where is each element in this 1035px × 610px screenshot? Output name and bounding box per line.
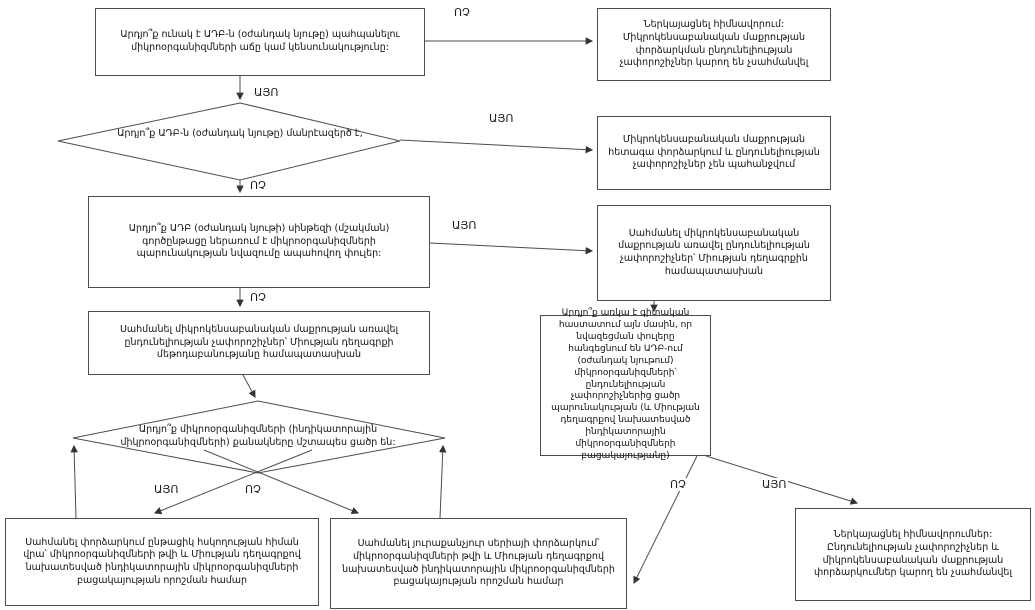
node-q-growth-support: Արդյո՞ք ունակ է ԱԴԲ-ն (օժանդակ նյութը) պահպանելու միկրոօրգանիզմների աճը կամ կենսունակությունը:: [95, 8, 425, 76]
node-q-counts-low: Արդյո՞ք միկրոօրգանիզմների (ինդիկատորային միկրոօրգանիզմների) քանակները մշտապես ցածր են:: [120, 424, 396, 448]
label-no-methodology: ՈՉ: [250, 291, 266, 304]
connector-batch-feedback: [440, 446, 443, 518]
node-q-reduction-stages: Արդյո՞ք ԱԴԲ (օժանդակ նյութի) սինթեզի (մշակման) գործընթացը ներառում է միկրոօրգանիզմների պարունակության նվազումը ապահովող փուլեր:: [88, 196, 430, 288]
connector-yes-to-no-further-testing: [400, 140, 592, 150]
node-justify-no-criteria: Ներկայացնել հիմնավորում: Միկրոկենսաբանական մաքրության փորձարկման ընդունելիության չափորոշիչներ կարող են չսահմանվել: [597, 8, 831, 81]
label-no-reduction: ՈՉ: [250, 179, 266, 192]
label-yes-criteria: ԱՅՈ: [452, 219, 477, 232]
connector-yes-to-criteria-pharmacopoeia: [430, 243, 592, 251]
label-yes-routine: ԱՅՈ: [154, 483, 179, 496]
node-q-scientific-confirmation: Արդյո՞ք առկա է գիտական հաստատում այն մասին, որ նվազեցման փուլերը հանգեցնում են ԱԴԲ-ում (օժանդակ նյութում) միկրոօրգանիզմների՝ ընդունելիության չափորոշիչներից ցածր պարունակության (և Միության դեղագրքով նախատեսված ինդիկատորային միկրոօրգանիզմների բացակայությանը): [540, 315, 711, 456]
node-q-sterile: Արդյո՞ք ԱԴԲ-ն (օժանդակ նյութը) մանրէազերծ է,: [117, 128, 363, 139]
connector-routine-feedback: [74, 446, 76, 518]
node-set-criteria-methodology: Սահմանել միկրոկենսաբանական մաքրության առավել ընդունելիության չափորոշիչներ՝ Միության դեղագրքի մեթոդաբանությանը համապատասխան: [88, 311, 430, 375]
label-yes-justify: ԱՅՈ: [762, 478, 787, 491]
decision-diamond-sterile: [58, 103, 400, 180]
label-no-top: ՈՉ: [454, 6, 470, 19]
node-set-criteria-pharmacopoeia: Սահմանել միկրոկենսաբանական մաքրության առավել ընդունելիության չափորոշիչներ՝ Միության դեղագրքին համապատասխան: [597, 205, 831, 301]
label-no-batch: ՈՉ: [245, 483, 261, 496]
label-yes-no-test: ԱՅՈ: [489, 112, 514, 125]
node-no-further-testing: Միկրոկենսաբանական մաքրության հետագա փորձարկում և ընդունելիության չափորոշիչներ չեն պահանջվում: [597, 116, 831, 190]
node-routine-control-testing: Սահմանել փորձարկում ընթացիկ հսկողության հիման վրա՝ միկրոօրգանիզմների թվի և Միության դեղագրքով նախատեսված ինդիկատորային միկրոօրգանիզմների բացակայության որոշման համար: [5, 518, 319, 606]
label-no-batch-2: ՈՉ: [670, 478, 686, 491]
node-justify-no-tests: Ներկայացնել հիմնավորումներ: Ընդունելիության չափորոշիչներ և միկրոկենսաբանական մաքրության փորձարկումներ կարող են չսահմանվել: [795, 508, 1031, 601]
node-batch-testing: Սահմանել յուրաքանչյուր սերիայի փորձարկում՝ միկրոօրգանիզմների թվի և Միության դեղագրքով նախատեսված ինդիկատորային միկրոօրգանիզմների բացակայության որոշման համար: [330, 518, 627, 609]
connector-to-counts-question: [243, 375, 255, 397]
label-yes-sterile: ԱՅՈ: [254, 86, 279, 99]
connector-no-to-batch-testing-2: [634, 456, 697, 583]
